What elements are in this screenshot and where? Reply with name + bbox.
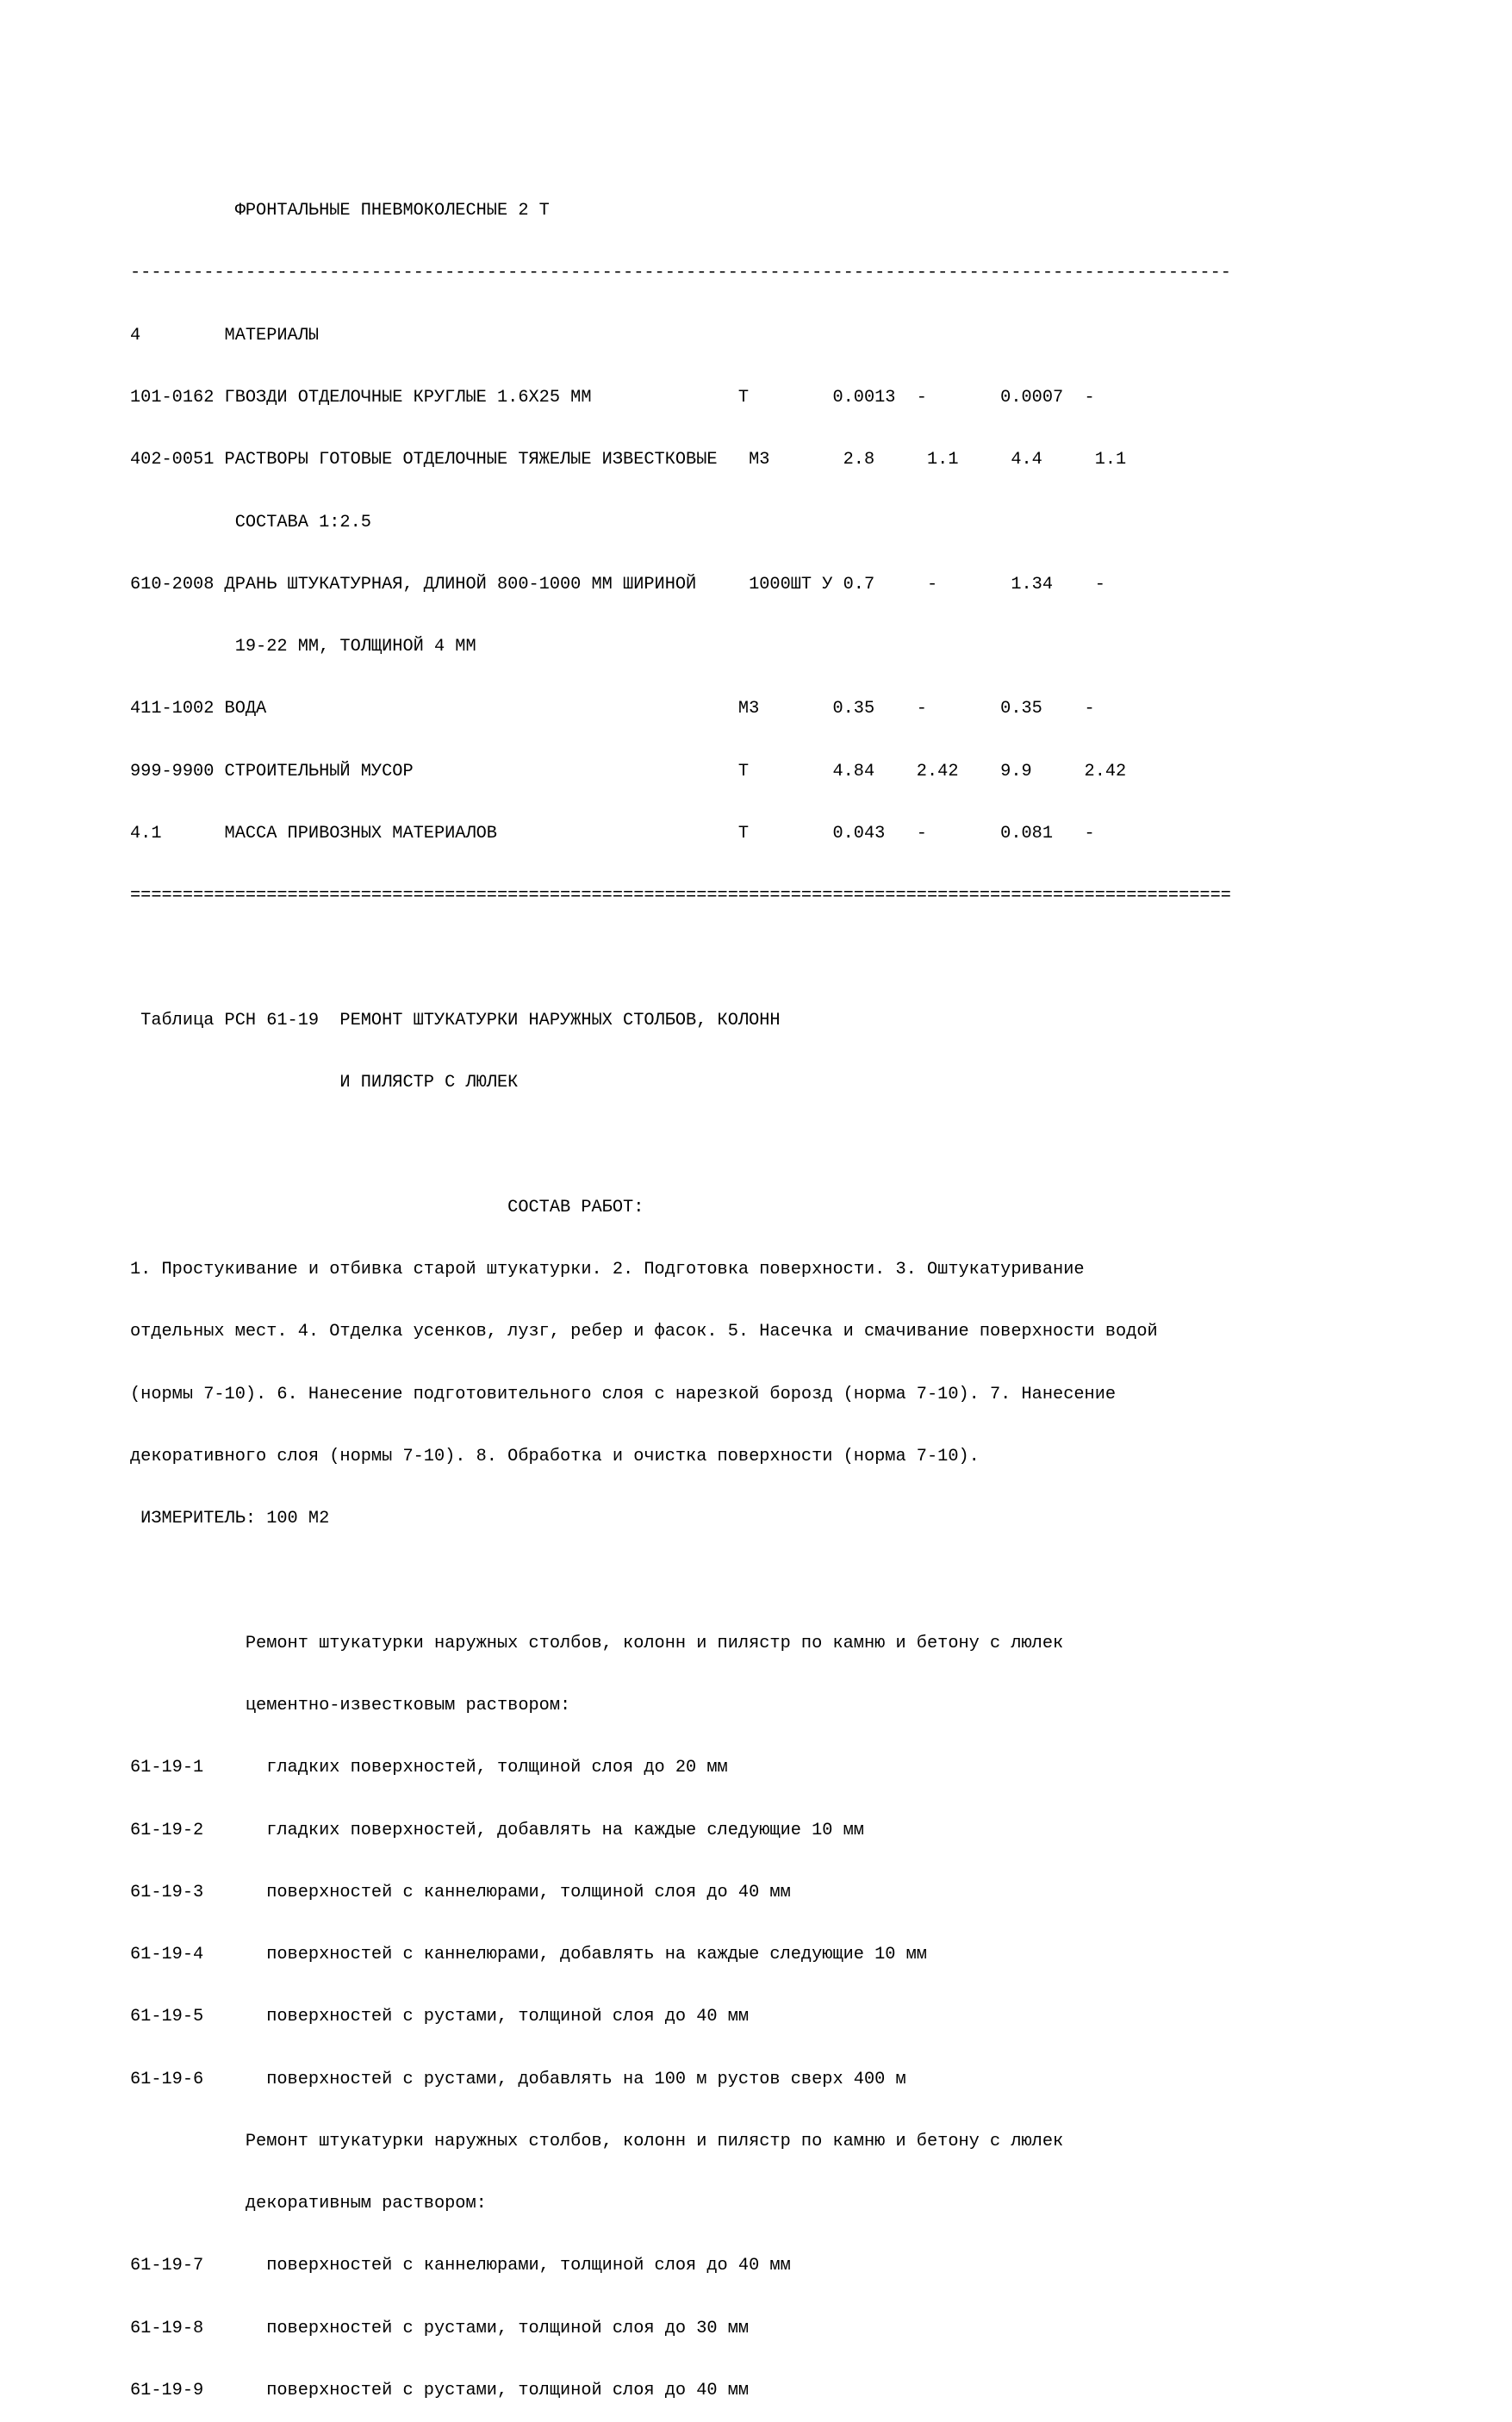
work-composition-text: декоративного слоя (нормы 7-10). 8. Обработка и очистка поверхности (норма 7-10). [130, 1446, 980, 1466]
group-heading: Ремонт штукатурки наружных столбов, колонн и пилястр по камню и бетону с люлек [130, 1633, 1064, 1653]
table-title-continuation: И ПИЛЯСТР С ЛЮЛЕК [130, 1073, 519, 1093]
material-row: 402-0051 РАСТВОРЫ ГОТОВЫЕ ОТДЕЛОЧНЫЕ ТЯЖЕЛЫЕ ИЗВЕСТКОВЫЕ М3 2.8 1.1 4.4 1.1 [130, 450, 1127, 470]
document-text [130, 159, 1231, 2422]
material-row-continuation: СОСТАВА 1:2.5 [130, 512, 371, 532]
norm-item: 61-19-5 поверхностей с рустами, толщиной слоя до 40 мм [130, 2007, 750, 2027]
material-row: 999-9900 СТРОИТЕЛЬНЫЙ МУСОР Т 4.84 2.42 9.9 2.42 [130, 761, 1127, 781]
work-composition-heading: СОСТАВ РАБОТ: [130, 1197, 644, 1217]
group-heading-continuation: декоративным раствором: [130, 2194, 487, 2214]
material-mass-row: 4.1 МАССА ПРИВОЗНЫХ МАТЕРИАЛОВ Т 0.043 - 0.081 - [130, 824, 1095, 844]
norm-item: 61-19-1 гладких поверхностей, толщиной слоя до 20 мм [130, 1758, 728, 1778]
blank-line [130, 1135, 1231, 1155]
norm-item: 61-19-4 поверхностей с каннелюрами, добавлять на каждые следующие 10 мм [130, 1945, 927, 1965]
dash-separator: --------------------------------------------------------------------------------------------------------- [130, 263, 1231, 283]
blank-line [130, 949, 1231, 969]
work-composition-text: отдельных мест. 4. Отделка усенков, лузг, ребер и фасок. 5. Насечка и смачивание поверхности водой [130, 1322, 1158, 1342]
measurement-unit: ИЗМЕРИТЕЛЬ: 100 М2 [130, 1509, 330, 1529]
norm-item: 61-19-6 поверхностей с рустами, добавлять на 100 м рустов сверх 400 м [130, 2069, 906, 2089]
group-heading-continuation: цементно-известковым раствором: [130, 1695, 571, 1715]
norm-item: 61-19-3 поверхностей с каннелюрами, толщиной слоя до 40 мм [130, 1882, 791, 1902]
material-row: 610-2008 ДРАНЬ ШТУКАТУРНАЯ, ДЛИНОЙ 800-1000 ММ ШИРИНОЙ 1000ШТ У 0.7 - 1.34 - [130, 574, 1105, 595]
norm-item: 61-19-2 гладких поверхностей, добавлять на каждые следующие 10 мм [130, 1820, 864, 1840]
norm-item: 61-19-9 поверхностей с рустами, толщиной слоя до 40 мм [130, 2381, 750, 2401]
blank-line [130, 1571, 1231, 1591]
equals-separator: ========================================================================================================= [130, 886, 1231, 906]
norm-item: 61-19-8 поверхностей с рустами, толщиной слоя до 30 мм [130, 2318, 750, 2338]
material-row: 411-1002 ВОДА М3 0.35 - 0.35 - [130, 699, 1095, 719]
group-heading: Ремонт штукатурки наружных столбов, колонн и пилястр по камню и бетону с люлек [130, 2131, 1064, 2151]
header-equipment-line: ФРОНТАЛЬНЫЕ ПНЕВМОКОЛЕСНЫЕ 2 Т [130, 201, 550, 221]
work-composition-text: (нормы 7-10). 6. Нанесение подготовительного слоя с нарезкой борозд (норма 7-10). 7. Нанесение [130, 1384, 1117, 1404]
materials-heading: 4 МАТЕРИАЛЫ [130, 325, 320, 346]
material-row: 101-0162 ГВОЗДИ ОТДЕЛОЧНЫЕ КРУГЛЫЕ 1.6Х25 ММ Т 0.0013 - 0.0007 - [130, 388, 1095, 408]
table-title: Таблица РСН 61-19 РЕМОНТ ШТУКАТУРКИ НАРУЖНЫХ СТОЛБОВ, КОЛОНН [130, 1010, 781, 1030]
work-composition-text: 1. Простукивание и отбивка старой штукатурки. 2. Подготовка поверхности. 3. Оштукатуривание [130, 1259, 1085, 1279]
norm-item: 61-19-7 поверхностей с каннелюрами, толщиной слоя до 40 мм [130, 2256, 791, 2276]
material-row-continuation: 19-22 ММ, ТОЛЩИНОЙ 4 ММ [130, 637, 476, 657]
